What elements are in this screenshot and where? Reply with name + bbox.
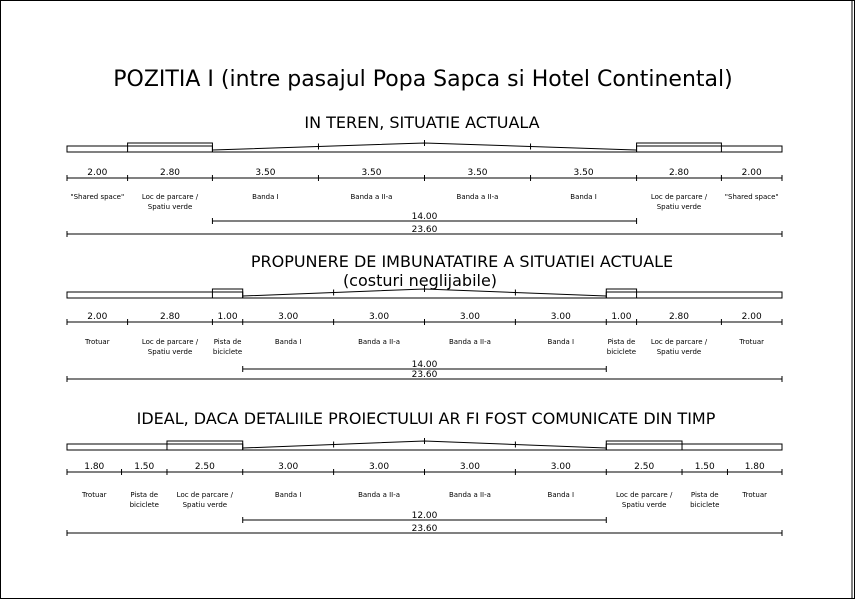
segment-width: 3.00 [459,312,480,322]
total-width: 23.60 [411,370,438,380]
segment-label: Banda a II-a [358,491,401,499]
segment-label: Trotuar [739,338,765,346]
segment-label: Spatiu verde [656,203,702,211]
drawing-title: POZITIA I (intre pasajul Popa Sapca si Hotel Continental) [113,67,733,92]
segment-label: Loc de parcare / [141,338,199,346]
segment-label: Banda a II-a [350,193,393,201]
segment-label: biciclete [212,348,243,356]
segment-width: 1.00 [611,312,632,322]
segment-label: Trotuar [81,491,107,499]
segment-width: 2.80 [159,312,181,322]
segment-width: 2.80 [668,168,690,178]
segment-label: Banda a II-a [358,338,401,346]
segment-label: Banda I [570,193,597,201]
roadway-width: 14.00 [411,360,438,370]
section-heading: PROPUNERE DE IMBUNATATIRE A SITUATIEI ACTUALE [250,252,674,271]
segment-width: 3.00 [550,312,571,322]
segment-width: 3.00 [459,462,480,472]
segment-width: 2.80 [159,168,181,178]
segment-label: Loc de parcare / [650,338,708,346]
segment-label: biciclete [606,348,637,356]
segment-label: Spatiu verde [147,348,193,356]
segment-label: Banda I [252,193,279,201]
total-width: 23.60 [411,225,438,235]
segment-label: Banda I [547,338,575,346]
segment-label: Banda I [274,338,302,346]
segment-label: Loc de parcare / [615,491,673,499]
segment-label: biciclete [690,501,720,509]
segment-width: 3.50 [573,168,594,178]
segment-width: 3.00 [369,462,390,472]
segment-width: 2.80 [668,312,690,322]
segment-label: Spatiu verde [182,501,228,509]
segment-label: Spatiu verde [147,203,193,211]
segment-width: 2.00 [87,168,108,178]
segment-label: "Shared space" [724,193,779,201]
segment-label: Spatiu verde [656,348,702,356]
segment-label: Trotuar [84,338,110,346]
section-heading: IN TEREN, SITUATIE ACTUALA [304,113,540,132]
segment-label: Loc de parcare / [141,193,199,201]
segment-label: biciclete [129,501,159,509]
segment-width: 1.80 [84,462,105,472]
segment-label: Spatiu verde [621,501,667,509]
segment-width: 2.00 [741,168,762,178]
section-heading: IDEAL, DACA DETALIILE PROIECTULUI AR FI FOST COMUNICATE DIN TIMP [136,409,716,428]
segment-label: Banda I [274,491,302,499]
segment-label: Banda a II-a [456,193,499,201]
segment-width: 3.00 [278,312,299,322]
segment-width: 3.50 [467,168,488,178]
segment-width: 2.00 [741,312,762,322]
segment-width: 3.50 [361,168,382,178]
segment-width: 2.50 [194,462,215,472]
segment-width: 3.00 [369,312,390,322]
segment-label: Pista de [130,491,159,499]
segment-width: 1.50 [694,462,715,472]
segment-label: Loc de parcare / [176,491,234,499]
segment-width: 1.50 [134,462,155,472]
segment-width: 3.00 [550,462,571,472]
segment-label: Banda a II-a [448,338,491,346]
segment-width: 1.00 [217,312,238,322]
segment-width: 2.50 [634,462,655,472]
segment-label: Banda I [547,491,575,499]
roadway-width: 14.00 [411,212,438,222]
segment-width: 3.00 [278,462,299,472]
segment-label: Loc de parcare / [650,193,708,201]
segment-label: Pista de [213,338,242,346]
segment-label: Pista de [690,491,719,499]
segment-label: "Shared space" [70,193,125,201]
segment-width: 3.50 [255,168,276,178]
roadway-width: 12.00 [411,511,438,521]
segment-label: Trotuar [742,491,768,499]
segment-width: 1.80 [744,462,765,472]
section-subheading: (costuri neglijabile) [342,271,498,290]
segment-width: 2.00 [87,312,108,322]
segment-label: Pista de [607,338,636,346]
total-width: 23.60 [411,524,438,534]
segment-label: Banda a II-a [448,491,491,499]
